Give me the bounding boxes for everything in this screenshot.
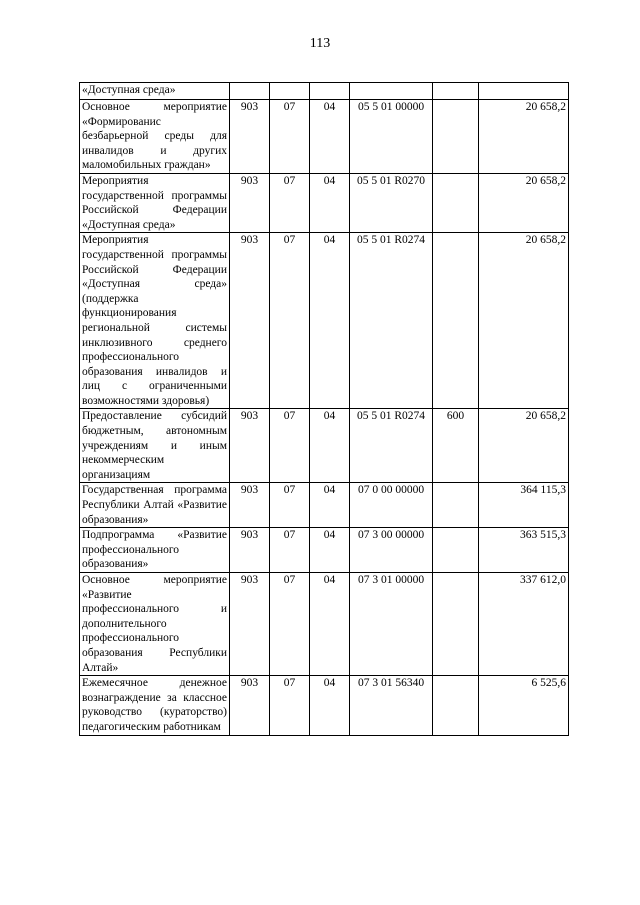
table-row: [80, 173, 569, 232]
row-expense-type-cell: [433, 528, 479, 573]
page-number: 113: [309, 36, 331, 51]
row-subsection-cell: 04: [310, 173, 350, 232]
row-subsection-cell: 04: [310, 233, 350, 409]
row-name-cell: «Доступная среда»: [80, 83, 230, 100]
row-name-cell: Предоставление субсидий бюджетным, автономным учреждениям и иным некоммерческим организациям: [80, 409, 230, 483]
table-row: [80, 100, 569, 174]
row-section-cell: 07: [270, 483, 310, 528]
row-grbs-cell: 903: [230, 233, 270, 409]
row-expense-type-cell: [433, 233, 479, 409]
table-row: [80, 573, 569, 676]
row-grbs-cell: [230, 83, 270, 100]
row-name-cell: Подпрограмма «Развитие профессионального образования»: [80, 528, 230, 573]
row-subsection-cell: [310, 83, 350, 100]
row-section-cell: 07: [270, 233, 310, 409]
row-target-article-cell: 05 5 01 R0270: [350, 173, 433, 232]
table-row: [80, 676, 569, 735]
row-amount-cell: 20 658,2: [479, 233, 569, 409]
row-name-cell: Мероприятия государственной программы Российской Федерации «Доступная среда»: [80, 173, 230, 232]
row-target-article-cell: 05 5 01 R0274: [350, 233, 433, 409]
row-expense-type-cell: [433, 676, 479, 735]
row-subsection-cell: 04: [310, 528, 350, 573]
row-target-article-cell: 07 3 00 00000: [350, 528, 433, 573]
row-expense-type-cell: [433, 173, 479, 232]
row-name-cell: Основное мероприятие «Формированис безбарьерной среды для инвалидов и других маломобильных граждан»: [80, 100, 230, 174]
row-amount-cell: 337 612,0: [479, 573, 569, 676]
row-grbs-cell: 903: [230, 173, 270, 232]
row-expense-type-cell: [433, 83, 479, 100]
row-subsection-cell: 04: [310, 573, 350, 676]
table-row: [80, 528, 569, 573]
row-amount-cell: 20 658,2: [479, 173, 569, 232]
row-expense-type-cell: [433, 483, 479, 528]
row-expense-type-cell: [433, 573, 479, 676]
row-section-cell: 07: [270, 676, 310, 735]
row-target-article-cell: 05 5 01 R0274: [350, 409, 433, 483]
row-section-cell: 07: [270, 573, 310, 676]
row-grbs-cell: 903: [230, 676, 270, 735]
row-expense-type-cell: [433, 100, 479, 174]
row-target-article-cell: 05 5 01 00000: [350, 100, 433, 174]
row-section-cell: 07: [270, 528, 310, 573]
row-amount-cell: 6 525,6: [479, 676, 569, 735]
row-amount-cell: 364 115,3: [479, 483, 569, 528]
row-subsection-cell: 04: [310, 483, 350, 528]
row-expense-type-cell: 600: [433, 409, 479, 483]
table-row: [80, 483, 569, 528]
row-subsection-cell: 04: [310, 409, 350, 483]
row-amount-cell: 363 515,3: [479, 528, 569, 573]
budget-table-body: [80, 83, 569, 736]
row-subsection-cell: 04: [310, 676, 350, 735]
row-section-cell: [270, 83, 310, 100]
row-subsection-cell: 04: [310, 100, 350, 174]
row-grbs-cell: 903: [230, 528, 270, 573]
table-row: [80, 409, 569, 483]
row-amount-cell: 20 658,2: [479, 409, 569, 483]
row-name-cell: Мероприятия государственной программы Российской Федерации «Доступная среда» (поддержка функционирования региональной системы инклюзивного среднего профессионального образования инвалидов и лиц с ограниченными возможностями здоровья): [80, 233, 230, 409]
row-amount-cell: 20 658,2: [479, 100, 569, 174]
row-section-cell: 07: [270, 409, 310, 483]
row-section-cell: 07: [270, 100, 310, 174]
row-grbs-cell: 903: [230, 409, 270, 483]
row-target-article-cell: 07 3 01 56340: [350, 676, 433, 735]
row-target-article-cell: [350, 83, 433, 100]
row-target-article-cell: 07 0 00 00000: [350, 483, 433, 528]
row-target-article-cell: 07 3 01 00000: [350, 573, 433, 676]
table-row: [80, 83, 569, 100]
row-amount-cell: [479, 83, 569, 100]
row-grbs-cell: 903: [230, 573, 270, 676]
row-grbs-cell: 903: [230, 100, 270, 174]
table-row: [80, 233, 569, 409]
row-grbs-cell: 903: [230, 483, 270, 528]
budget-table: [79, 82, 569, 736]
row-name-cell: Государственная программа Республики Алтай «Развитие образования»: [80, 483, 230, 528]
row-name-cell: Ежемесячное денежное вознаграждение за классное руководство (кураторство) педагогическим работникам: [80, 676, 230, 735]
row-name-cell: Основное мероприятие «Развитие профессионального и дополнительного профессионального образования Республики Алтай»: [80, 573, 230, 676]
row-section-cell: 07: [270, 173, 310, 232]
